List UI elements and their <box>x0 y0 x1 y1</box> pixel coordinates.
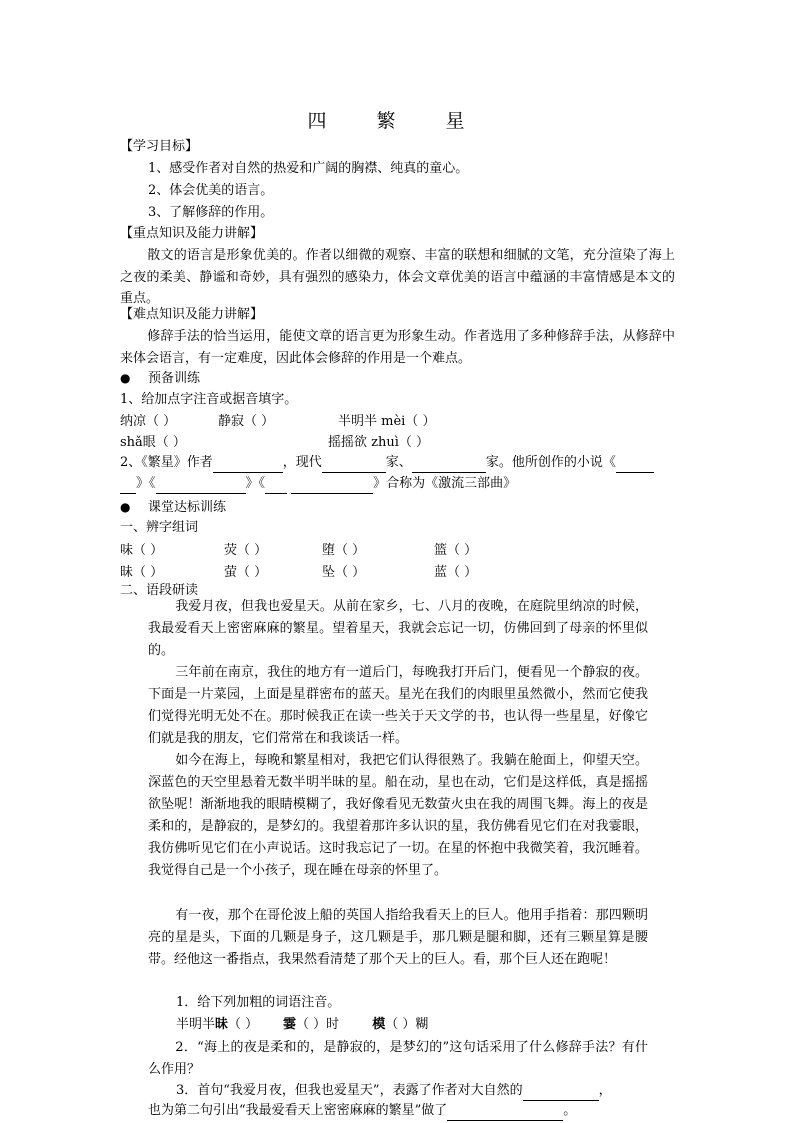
preview-question-1: 1、给加点字注音或据音填字。 <box>120 392 298 407</box>
question-2: 2．“海上的夜是柔和的，是静寂的，是梦幻的”这句话采用了什么修辞手法？有什么作用？ <box>148 1040 648 1077</box>
goals-heading: 【学习目标】 <box>120 139 199 154</box>
answer-blank <box>265 479 287 494</box>
answer-blank <box>447 1106 563 1121</box>
question-1: 1．给下列加粗的词语注音。 <box>176 995 341 1010</box>
word-item: 味（ ） <box>120 543 164 558</box>
q1-text: （ ） <box>228 1017 259 1032</box>
goal-item-1: 1、感受作者对自然的热爱和广阔的胸襟、纯真的童心。 <box>148 161 469 176</box>
word-item: 荧（ ） <box>224 543 268 558</box>
word-item: 萤（ ） <box>224 565 268 580</box>
q3-text: 也为第二句引出“我最爱看天上密密麻麻的繁星”做了 <box>148 1103 448 1118</box>
key-points-heading: 【重点知识及能力讲解】 <box>120 226 264 241</box>
question-1-row <box>176 1015 736 1035</box>
answer-blank <box>213 458 283 473</box>
q2-text: ，现代 <box>282 455 322 470</box>
q2-text: 家。他所创作的小说《 <box>485 455 616 470</box>
answer-blank <box>120 479 136 494</box>
page-title: 四 繁 星 <box>307 110 487 132</box>
pinyin-item: 摇摇欲 zhuì（ ） <box>328 435 430 450</box>
difficult-points-heading: 【难点知识及能力讲解】 <box>120 307 264 322</box>
goal-item-3: 3、了解修辞的作用。 <box>148 205 274 220</box>
q3-text: 3．首句“我爱月夜，但我也爱星天”，表露了作者对大自然的 <box>176 1083 523 1098</box>
word-item: 坠（ ） <box>322 565 366 580</box>
passage-paragraph-4: 有一夜，那个在哥伦波上船的英国人指给我看天上的巨人。他用手指着：那四颗明亮的星是头，下面的几颗是身子，这几颗是手，那几颗是腿和脚，还有三颗星算是腰带。经他这一番指点，我果然看清楚了那个天上的巨人。看，那个巨人还在跑呢！ <box>148 908 648 967</box>
preview-question-2 <box>120 453 680 473</box>
q2-text: 》《 <box>245 476 266 491</box>
goal-item-2: 2、体会优美的语言。 <box>148 183 274 198</box>
q1-text: 半明半 <box>176 1017 216 1032</box>
pinyin-item: 半明半 mèi（ ） <box>338 414 436 429</box>
question-3 <box>176 1081 736 1101</box>
answer-blank <box>523 1086 599 1101</box>
answer-blank <box>412 458 486 473</box>
pinyin-item: 纳凉（ ） <box>120 414 177 429</box>
q3-text: ， <box>598 1083 612 1098</box>
word-item: 篮（ ） <box>434 543 478 558</box>
q1-text: （ ）糊 <box>385 1017 429 1032</box>
word-item: 堕（ ） <box>322 543 366 558</box>
bullet-icon: ● <box>120 500 131 514</box>
preview-heading: 预备训练 <box>148 371 201 386</box>
classroom-heading: 课堂达标训练 <box>148 500 227 515</box>
passage-paragraph-3: 如今在海上，每晚和繁星相对，我把它们认得很熟了。我躺在舱面上，仰望天空。深蓝色的天空里悬着无数半明半昧的星。船在动，星也在动，它们是这样低，真是摇摇欲坠呢！渐渐地我的眼睛模糊了，我好像看见无数萤火虫在我的周围飞舞。海上的夜是柔和的，是静寂的，是梦幻的。我望着那许多认识的星，我仿佛看见它们在对我霎眼，我仿佛听见它们在小声说话。这时我忘记了一切。在星的怀抱中我微笑着，我沉睡着。我觉得自己是一个小孩子，现在睡在母亲的怀里了。 <box>148 753 648 878</box>
answer-blank <box>616 458 654 473</box>
passage-paragraph-2: 三年前在南京，我住的地方有一道后门，每晚我打开后门，便看见一个静寂的夜。下面是一片菜园，上面是星群密布的蓝天。星光在我们的肉眼里虽然微小，然而它使我们觉得光明无处不在。那时候我正在读一些关于天文学的书，也认得一些星星，好像它们就是我的朋友，它们常常在和我谈话一样。 <box>148 665 648 746</box>
key-points-text: 散文的语言是形象优美的。作者以细微的观察、丰富的联想和细腻的文笔，充分渲染了海上之夜的柔美、静谧和奇妙，具有强烈的感染力，体会文章优美的语言中蕴涵的丰富情感是本文的重点。 <box>120 248 675 306</box>
bold-word: 模 <box>372 1017 386 1032</box>
question-3-cont <box>148 1101 708 1121</box>
preview-section-heading <box>120 368 680 389</box>
passage-paragraph-1: 我爱月夜，但我也爱星天。从前在家乡，七、八月的夜晚，在庭院里纳凉的时候，我最爱看天上密密麻麻的繁星。望着星天，我就会忘记一切，仿佛回到了母亲的怀里似的。 <box>148 599 648 658</box>
pinyin-item: 静寂（ ） <box>218 414 275 429</box>
section-2-heading: 二、语段研读 <box>120 583 199 598</box>
bold-word: 昧 <box>215 1017 229 1032</box>
preview-question-2-cont <box>120 474 680 494</box>
answer-blank <box>322 458 386 473</box>
bullet-icon: ● <box>120 371 131 385</box>
section-1-heading: 一、辨字组词 <box>120 520 199 535</box>
q1-text: （ ）时 <box>295 1017 340 1032</box>
difficult-points-text: 修辞手法的恰当运用，能使文章的语言更为形象生动。作者选用了多种修辞手法，从修辞中来体会语言，有一定难度，因此体会修辞的作用是一个难点。 <box>120 329 675 366</box>
q2-text: 》《 <box>136 476 156 491</box>
answer-blank <box>291 479 373 494</box>
q2-text: 2、《繁星》作者 <box>120 455 213 470</box>
word-item: 蓝（ ） <box>434 565 478 580</box>
q2-text: 》合称为《激流三部曲》 <box>373 476 517 491</box>
bold-word: 霎 <box>282 1017 296 1032</box>
classroom-section-heading <box>120 497 680 518</box>
pinyin-item: shǎ眼（ ） <box>120 435 186 450</box>
q2-text: 家、 <box>385 455 412 470</box>
q3-text: 。 <box>563 1103 577 1118</box>
answer-blank <box>156 479 246 494</box>
word-item: 昧（ ） <box>120 565 164 580</box>
